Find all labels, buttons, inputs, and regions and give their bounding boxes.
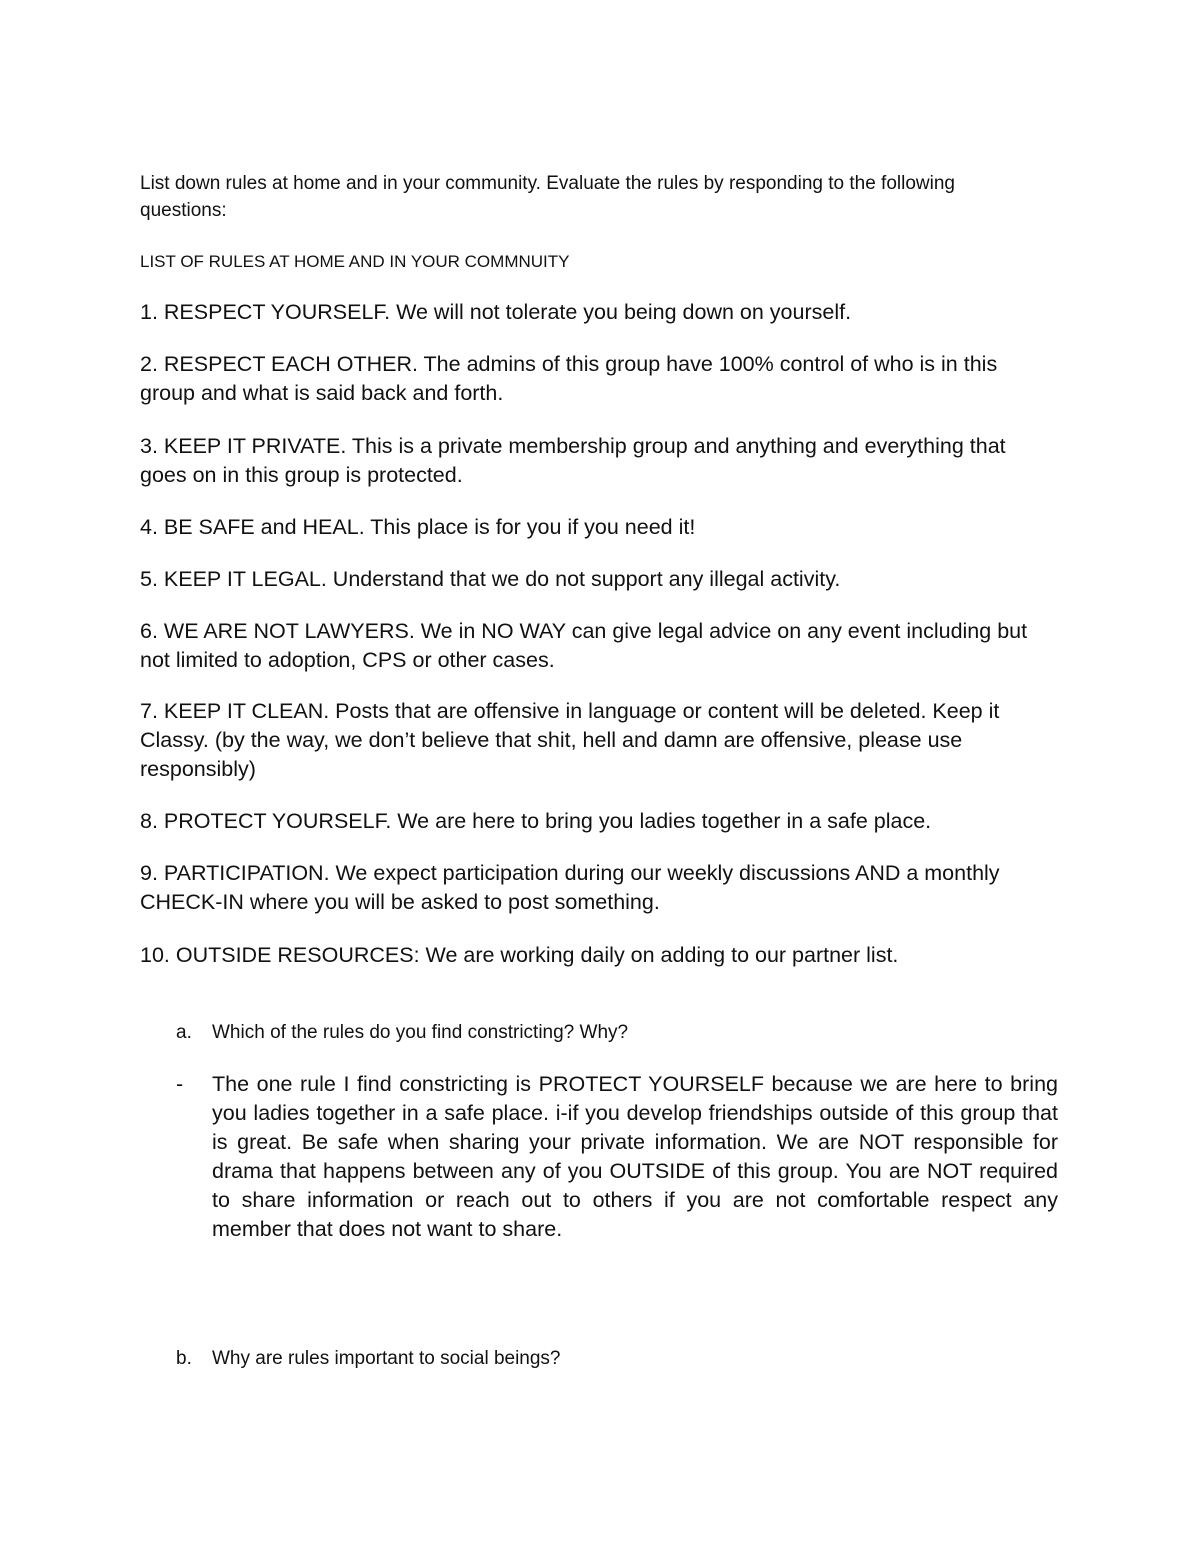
question-marker: a. [176,1022,192,1043]
rule-item-5: 5. KEEP IT LEGAL. Understand that we do not support any illegal activity. [140,567,841,591]
rule-item-2: 2. RESPECT EACH OTHER. The admins of this group have 100% control of who is in this group and what is said back and forth. [140,352,998,405]
rule-item-9: 9. PARTICIPATION. We expect participation during our weekly discussions AND a monthly CHECK-IN where you will be asked to post something. [140,861,1000,914]
answer-bullet: - [176,1072,184,1096]
rule-item-1: 1. RESPECT YOURSELF. We will not tolerate you being down on yourself. [140,300,852,324]
question-text: Which of the rules do you find constricting? Why? [212,1022,629,1043]
answer-text: The one rule I find constricting is PROTECT YOURSELF because we are here to bring you ladies together in a safe place. i-if you develop friendships outside of this group that is great. Be safe when sharing your private information. We are NOT responsible for drama that happens between any of you OUTSIDE of this group. You are NOT required to share information or reach out to others if you are not comfortable respect any member that does not want to share. [212,1072,1058,1241]
rule-item-3: 3. KEEP IT PRIVATE. This is a private membership group and anything and everything that goes on in this group is protected. [140,434,1006,487]
rule-item-7: 7. KEEP IT CLEAN. Posts that are offensive in language or content will be deleted. Keep it Classy. (by the way, we don’t believe that shit, hell and damn are offensive, please use responsibly) [140,699,1000,781]
intro-instructions: List down rules at home and in your community. Evaluate the rules by responding to the following questions: [140,173,955,221]
rule-item-6: 6. WE ARE NOT LAWYERS. We in NO WAY can give legal advice on any event including but not limited to adoption, CPS or other cases. [140,619,1028,672]
rule-item-4: 4. BE SAFE and HEAL. This place is for you if you need it! [140,515,696,539]
rule-item-8: 8. PROTECT YOURSELF. We are here to bring you ladies together in a safe place. [140,809,932,833]
list-heading: LIST OF RULES AT HOME AND IN YOUR COMMNUITY [140,252,570,271]
rule-item-10: 10. OUTSIDE RESOURCES: We are working daily on adding to our partner list. [140,943,899,967]
question-marker: b. [176,1348,192,1369]
question-text: Why are rules important to social beings? [212,1348,561,1369]
